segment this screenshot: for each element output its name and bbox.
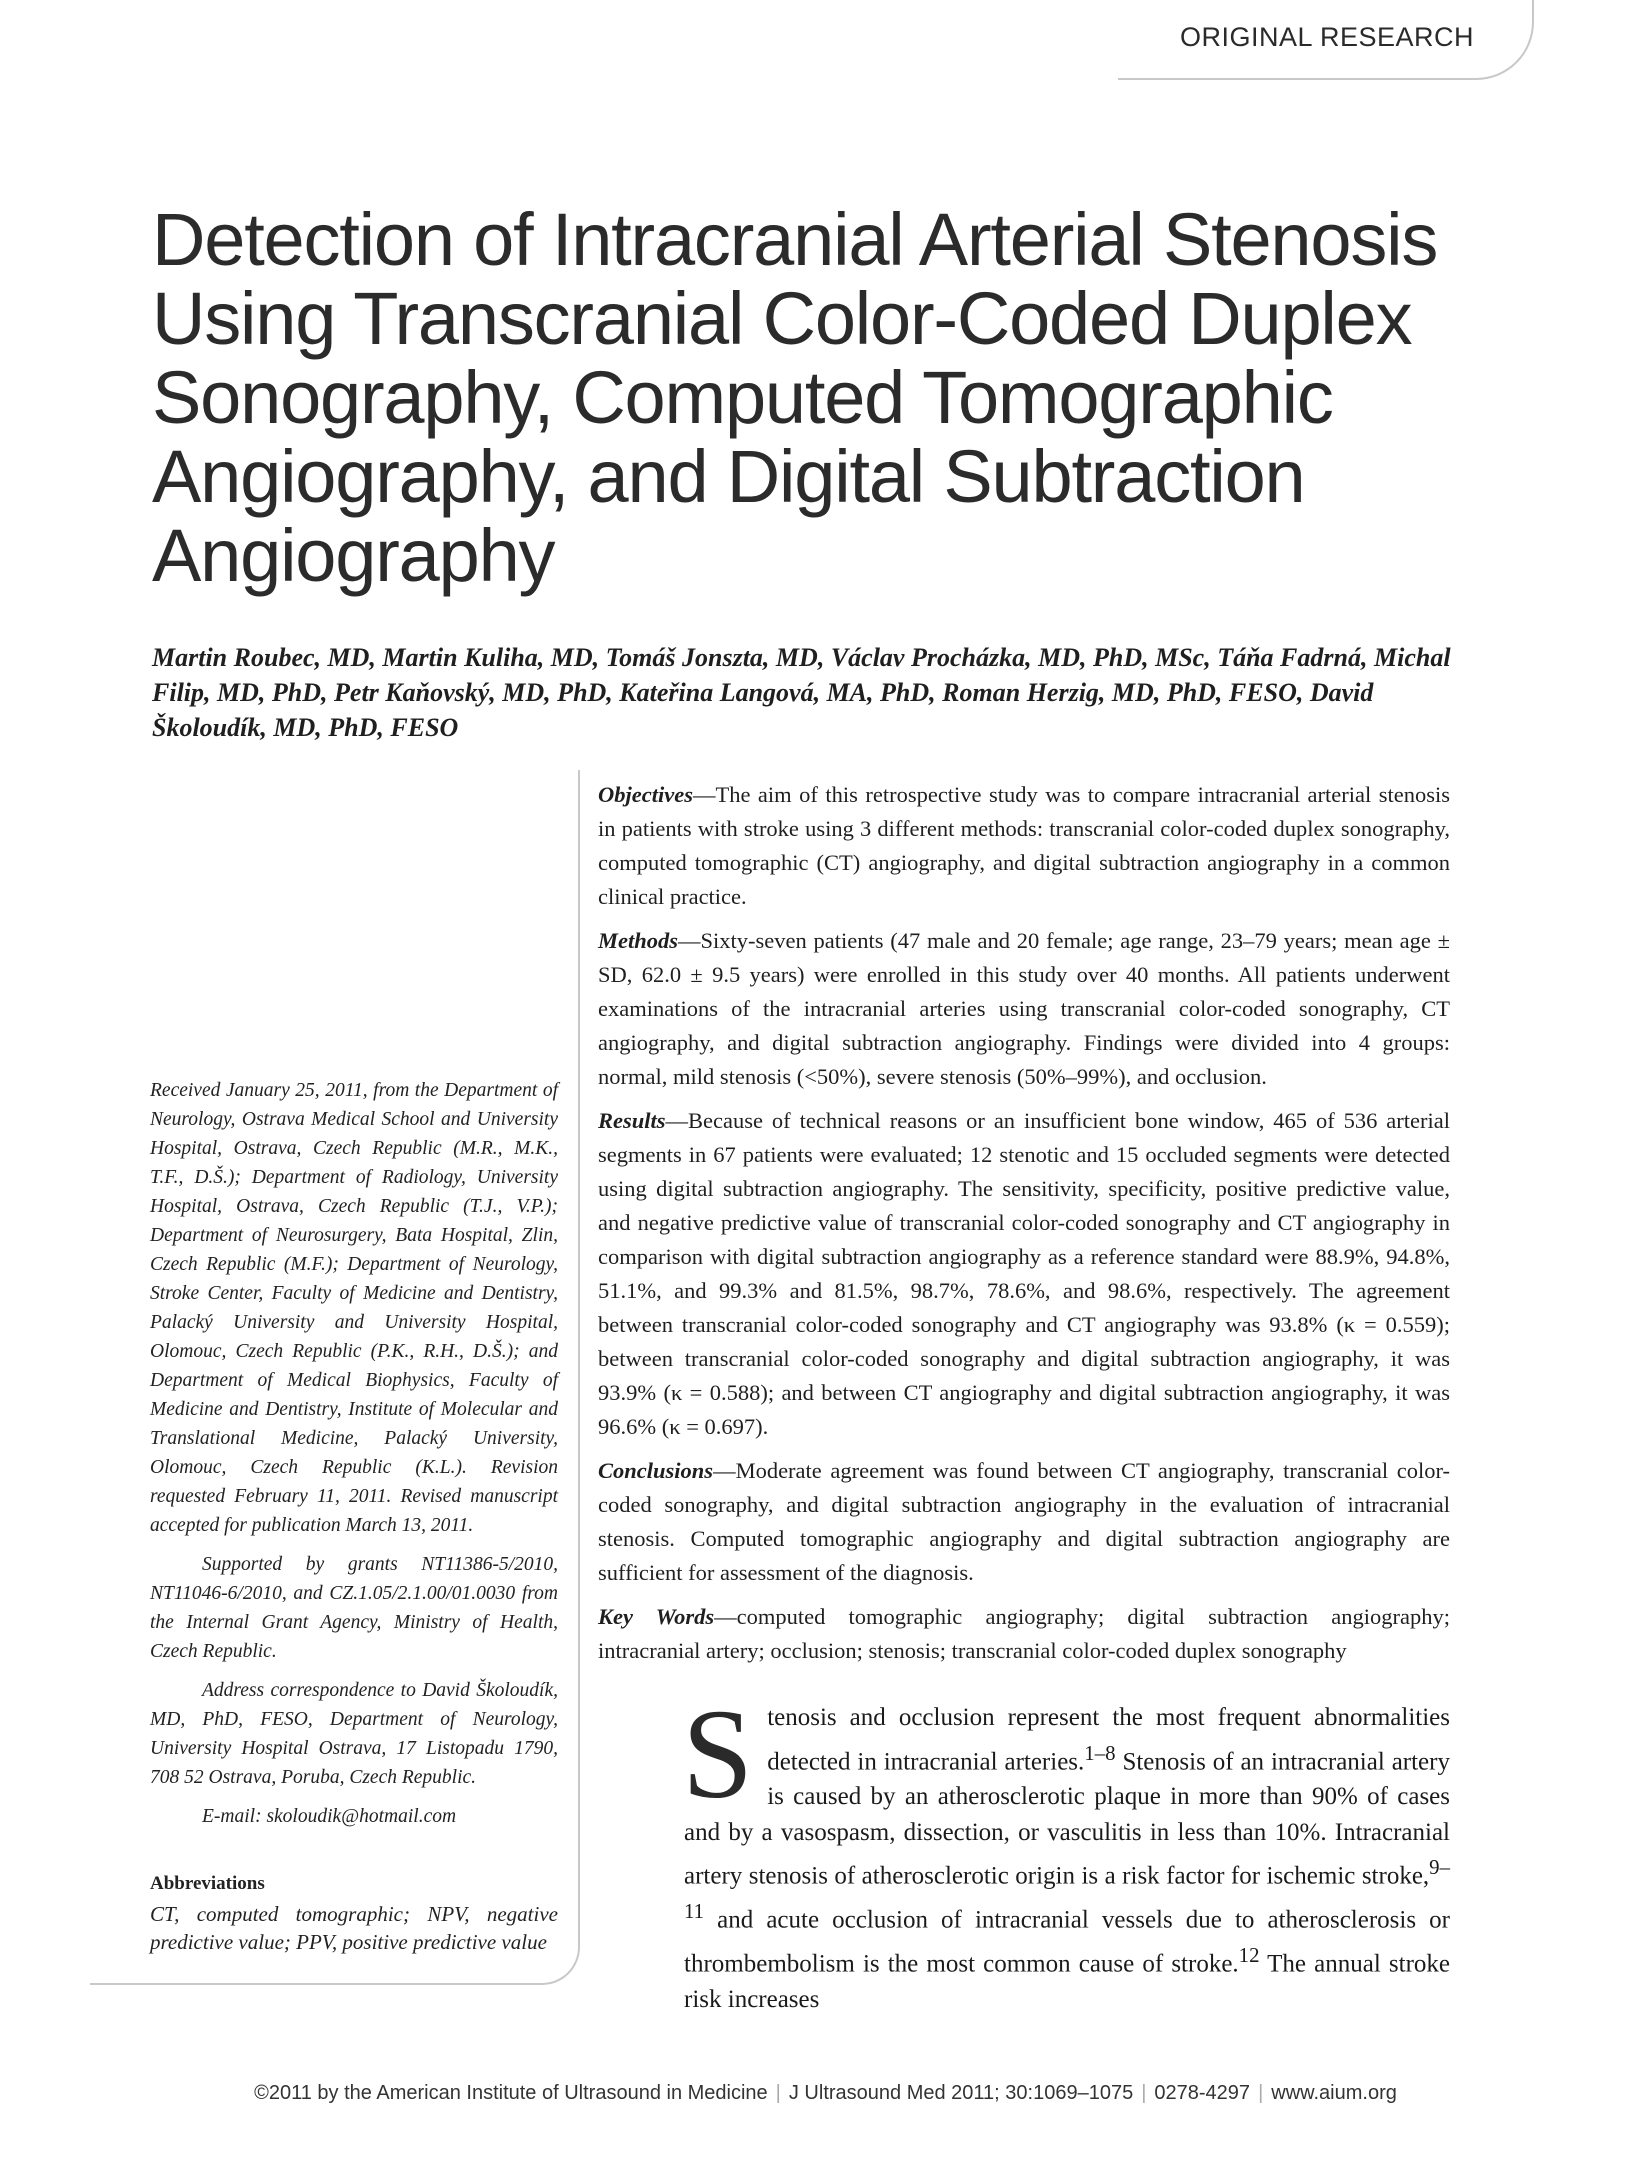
body-text-1: tenosis and occlusion represent the most frequent abnormalities detected in intracranial arteries. (767, 1704, 1450, 1775)
footer-copyright: ©2011 by the American Institute of Ultrasound in Medicine (254, 2082, 768, 2104)
conclusions-text: —Moderate agreement was found between CT angiography, transcranial color-coded sonography, and digital subtraction angiography in the evaluation of intracranial stenosis. Computed tomographic angiography and digital subtraction angiography are sufficient for assessment of the diagnosis. (598, 1458, 1450, 1585)
body-text-4: The annual stroke risk increases (684, 1950, 1451, 2013)
article-sidebar (150, 1076, 558, 1956)
body-text-2: Stenosis of an intracranial artery is caused by an atherosclerotic plaque in more than 90% of cases and by a vasospasm, dissection, or vasculitis in less than 10%. Intracranial artery stenosis of atherosclerotic origin is a risk factor for ischemic stroke, (684, 1747, 1450, 1890)
abstract-methods (598, 924, 1450, 1094)
footer-website[interactable]: www.aium.org (1271, 2082, 1397, 2104)
results-label: Results (598, 1108, 666, 1133)
footer-separator: | (1141, 2082, 1147, 2104)
conclusions-label: Conclusions (598, 1458, 714, 1483)
page-footer (0, 2082, 1651, 2105)
email-note: E-mail: skoloudik@hotmail.com (202, 1806, 457, 1827)
keywords-text: —computed tomographic angiography; digital subtraction angiography; intracranial artery; occlusion; stenosis; transcranial color-coded duplex sonography (598, 1604, 1450, 1663)
objectives-text: —The aim of this retrospective study was to compare intracranial arterial stenosis in patients with stroke using 3 different methods: transcranial color-coded duplex sonography, computed tomographic (CT) angiography, and digital subtraction angiography in a common clinical practice. (598, 782, 1450, 909)
section-label: ORIGINAL RESEARCH (1180, 22, 1475, 52)
abstract (598, 778, 1450, 1678)
body-text-3: and acute occlusion of intracranial vessels due to atherosclerosis or thrombembolism is the most common cause of stroke. (684, 1906, 1450, 1978)
methods-label: Methods (598, 928, 679, 953)
abstract-results (598, 1104, 1450, 1444)
footer-issn: 0278-4297 (1154, 2082, 1251, 2104)
abstract-conclusions (598, 1454, 1450, 1590)
address-note: Address correspondence to David Školoudík, MD, PhD, FESO, Department of Neurology, University Hospital Ostrava, 17 Listopadu 1790, 708 52 Ostrava, Poruba, Czech Republic. (150, 1680, 558, 1788)
footer-separator: | (775, 2082, 781, 2104)
objectives-label: Objectives (598, 782, 693, 807)
abstract-keywords (598, 1600, 1450, 1668)
keywords-label: Key Words (598, 1604, 715, 1629)
citation-ref-2: 9–11 (684, 1855, 1450, 1924)
body-paragraph (682, 1683, 1451, 2017)
drop-cap: S (682, 1683, 754, 1825)
footer-citation: J Ultrasound Med 2011; 30:1069–1075 (788, 2082, 1134, 2104)
citation-ref-3: 12 (1238, 1942, 1260, 1967)
author-list: Martin Roubec, MD, Martin Kuliha, MD, Tomáš Jonszta, MD, Václav Procházka, MD, PhD, MSc, Táňa Fadrná, Michal Filip, MD, PhD, Petr Kaňovský, MD, PhD, Kateřina Langová, MA, PhD, Roman Herzig, MD, PhD, FESO, David Školoudík, MD, PhD, FESO (152, 643, 1451, 742)
abbreviations-heading: Abbreviations (150, 1873, 265, 1894)
results-text: —Because of technical reasons or an insufficient bone window, 465 of 536 arterial segments in 67 patients were evaluated; 12 stenotic and 15 occluded segments were detected using digital subtraction angiography. The sensitivity, specificity, positive predictive value, and negative predictive value of transcranial color-coded sonography and CT angiography in comparison with digital subtraction angiography as a reference standard were 88.9%, 94.8%, 51.1%, and 99.3% and 81.5%, 98.7%, 78.6%, and 98.6%, respectively. The agreement between transcranial color-coded sonography and CT angiography was 93.8% (κ = 0.559); between transcranial color-coded sonography and digital subtraction angiography, it was 93.9% (κ = 0.588); and between CT angiography and digital subtraction angiography, it was 96.6% (κ = 0.697). (598, 1108, 1450, 1439)
citation-ref-1: 1–8 (1084, 1740, 1116, 1765)
abstract-objectives (598, 778, 1450, 914)
footer-separator: | (1258, 2082, 1264, 2104)
support-note: Supported by grants NT11386-5/2010, NT11046-6/2010, and CZ.1.05/2.1.00/01.0030 from the Internal Grant Agency, Ministry of Health, Czech Republic. (150, 1554, 558, 1662)
received-note: Received January 25, 2011, from the Department of Neurology, Ostrava Medical School and University Hospital, Ostrava, Czech Republic (M.R., M.K., T.F., D.Š.); Department of Radiology, University Hospital, Ostrava, Czech Republic (T.J., V.P.); Department of Neurosurgery, Bata Hospital, Zlin, Czech Republic (M.F.); Department of Neurology, Stroke Center, Faculty of Medicine and Dentistry, Palacký University and University Hospital, Olomouc, Czech Republic (P.K., R.H., D.Š.); and Department of Medical Biophysics, Faculty of Medicine and Dentistry, Institute of Molecular and Translational Medicine, Palacký University, Olomouc, Czech Republic (K.L.). Revision requested February 11, 2011. Revised manuscript accepted for publication March 13, 2011. (150, 1080, 558, 1536)
abbreviations-text: CT, computed tomographic; NPV, negative predictive value; PPV, positive predictive value (150, 1902, 558, 1954)
methods-text: —Sixty-seven patients (47 male and 20 female; age range, 23–79 years; mean age ± SD, 62.0 ± 9.5 years) were enrolled in this study over 40 months. All patients underwent examinations of the intracranial arteries using transcranial color-coded sonography, CT angiography, and digital subtraction angiography. Findings were divided into 4 groups: normal, mild stenosis (<50%), severe stenosis (50%–99%), and occlusion. (598, 928, 1450, 1089)
article-title: Detection of Intracranial Arterial Stenosis Using Transcranial Color-Coded Duplex Sonography, Computed Tomographic Angiography, and Digital Subtraction Angiography (152, 198, 1438, 597)
